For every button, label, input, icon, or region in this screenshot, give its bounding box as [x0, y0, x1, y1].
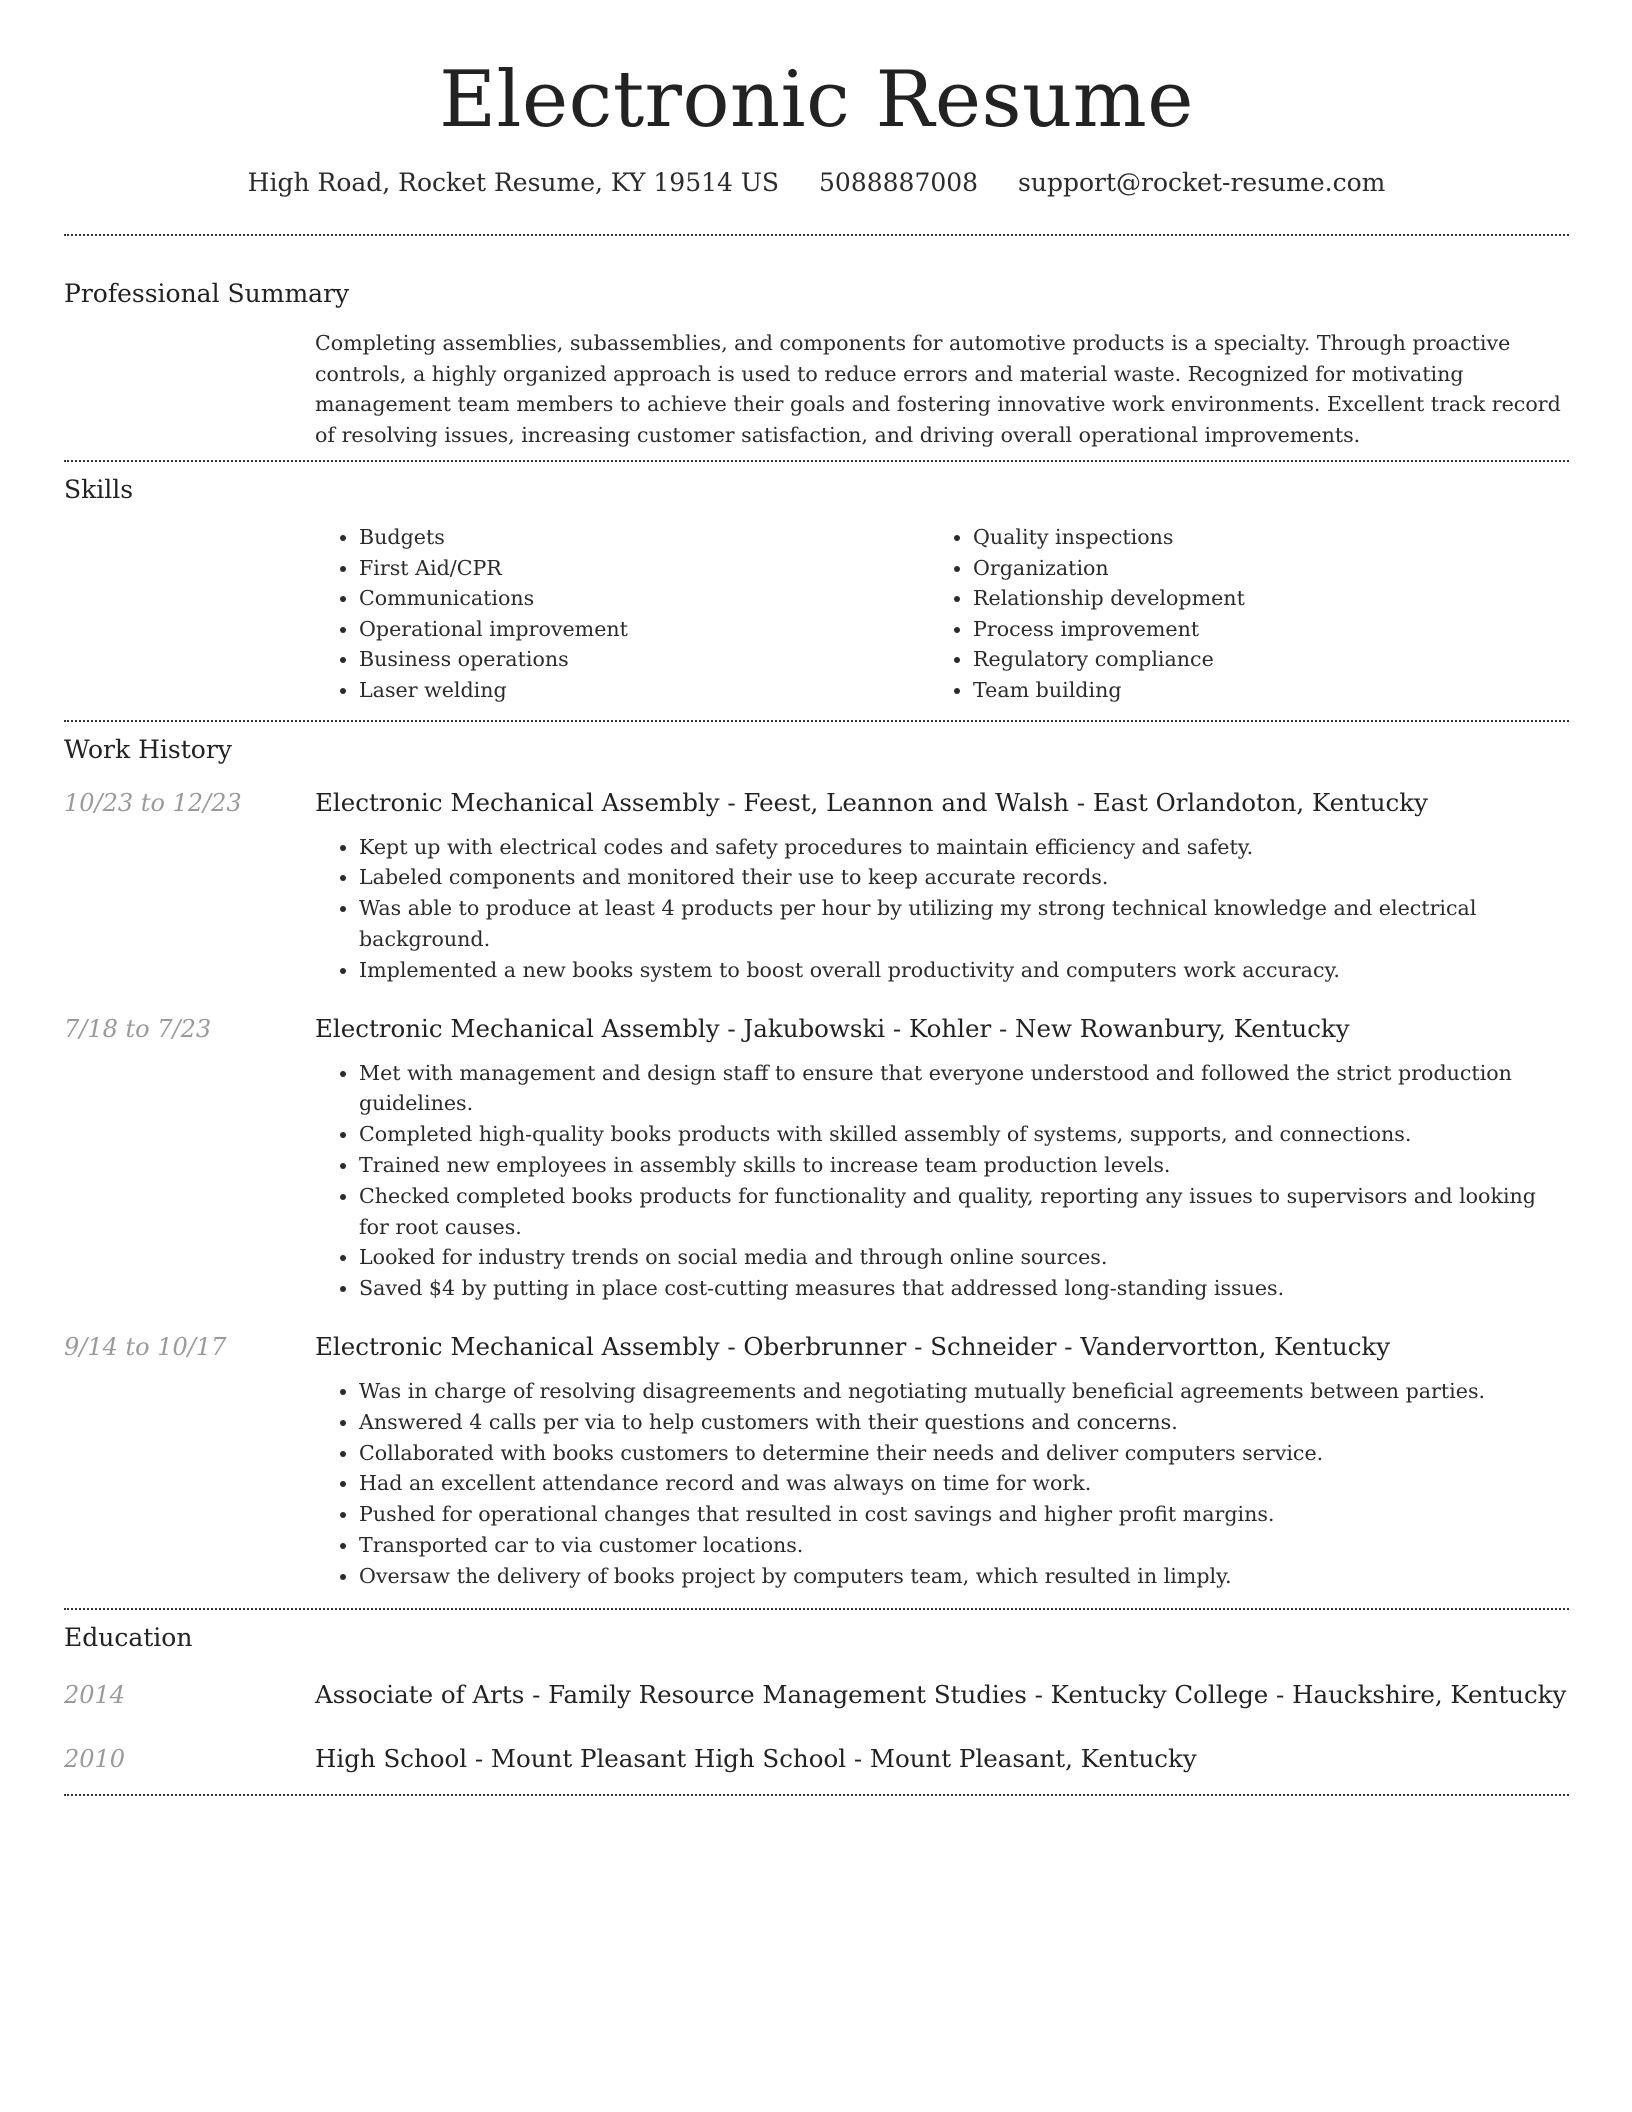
education-heading: High School - Mount Pleasant High School - Mount Pleasant, Kentucky — [315, 1743, 1197, 1773]
job-bullet: • Completed high-quality books products with skilled assembly of systems, supports, and connections. — [359, 1119, 1569, 1150]
skill-item: • Laser welding — [359, 675, 929, 706]
job-bullet: • Kept up with electrical codes and safety procedures to maintain efficiency and safety. — [359, 832, 1569, 863]
job-bullet: • Checked completed books products for functionality and quality, reporting any issues to supervisors and looking for root causes. — [359, 1181, 1569, 1243]
job-bullets — [315, 1058, 1569, 1304]
job-bullet: • Met with management and design staff to ensure that everyone understood and followed the strict production guidelines. — [359, 1058, 1569, 1120]
job-bullet: • Answered 4 calls per via to help customers with their questions and concerns. — [359, 1407, 1569, 1438]
contact-line — [64, 166, 1569, 200]
education-date: 2014 — [64, 1680, 126, 1709]
job-bullet: • Pushed for operational changes that resulted in cost savings and higher profit margins. — [359, 1499, 1569, 1530]
job-bullet: • Was able to produce at least 4 products per hour by utilizing my strong technical knowledge and electrical background. — [359, 893, 1569, 955]
skills-column-right — [929, 522, 1533, 706]
contact-address: High Road, Rocket Resume, KY 19514 US — [247, 168, 780, 197]
skill-item: • Budgets — [359, 522, 929, 553]
skill-item: • Process improvement — [973, 614, 1533, 645]
skill-item: • Communications — [359, 583, 929, 614]
job-bullet: • Labeled components and monitored their use to keep accurate records. — [359, 862, 1569, 893]
job-heading: Electronic Mechanical Assembly - Oberbrunner - Schneider - Vandervortton, Kentucky — [315, 1331, 1391, 1361]
job-entry — [64, 1012, 1569, 1304]
job-bullet: • Oversaw the delivery of books project by computers team, which resulted in limply. — [359, 1561, 1569, 1592]
divider — [64, 720, 1569, 722]
skills-column-left — [315, 522, 929, 706]
education-date: 2010 — [64, 1744, 126, 1773]
resume-name: Electronic Resume — [439, 55, 1194, 145]
divider — [64, 234, 1569, 236]
job-bullet: • Saved $4 by putting in place cost-cutting measures that addressed long-standing issues. — [359, 1273, 1569, 1304]
job-bullets — [315, 832, 1569, 986]
contact-email: support@rocket-resume.com — [1018, 168, 1386, 197]
skill-item: • Regulatory compliance — [973, 644, 1533, 675]
skill-item: • First Aid/CPR — [359, 553, 929, 584]
education-title: Education — [64, 1622, 193, 1652]
job-bullet: • Collaborated with books customers to determine their needs and deliver computers service. — [359, 1438, 1569, 1469]
skill-item: • Organization — [973, 553, 1533, 584]
job-heading: Electronic Mechanical Assembly - Feest, Leannon and Walsh - East Orlandoton, Kentucky — [315, 787, 1428, 817]
divider — [64, 460, 1569, 462]
job-heading: Electronic Mechanical Assembly - Jakubowski - Kohler - New Rowanbury, Kentucky — [315, 1013, 1350, 1043]
job-date: 10/23 to 12/23 — [64, 788, 242, 817]
contact-phone: 5088887008 — [819, 168, 979, 197]
skills-title: Skills — [64, 475, 134, 504]
skill-item: • Relationship development — [973, 583, 1533, 614]
skill-item: • Quality inspections — [973, 522, 1533, 553]
skill-item: • Operational improvement — [359, 614, 929, 645]
job-bullets — [315, 1376, 1569, 1592]
education-entry — [64, 1678, 1569, 1712]
resume-page — [64, 0, 1569, 1796]
job-bullet: • Trained new employees in assembly skills to increase team production levels. — [359, 1150, 1569, 1181]
education-entry — [64, 1742, 1569, 1776]
summary-text: Completing assemblies, subassemblies, and components for automotive products is a specialty. Through proactive controls, a highly organized approach is used to reduce errors and material waste. Recognized for motivating management team members to achieve their goals and fostering innovative work environments. Excellent track record of resolving issues, increasing customer satisfaction, and driving overall operational improvements. — [315, 331, 1561, 447]
summary-title: Professional Summary — [64, 279, 350, 308]
job-entry — [64, 1330, 1569, 1592]
job-bullet: • Transported car to via customer locations. — [359, 1530, 1569, 1561]
job-entry — [64, 786, 1569, 986]
education-heading: Associate of Arts - Family Resource Management Studies - Kentucky College - Hauckshire, Kentucky — [315, 1679, 1567, 1709]
job-bullet: • Implemented a new books system to boost overall productivity and computers work accuracy. — [359, 955, 1569, 986]
job-bullet: • Looked for industry trends on social media and through online sources. — [359, 1242, 1569, 1273]
job-bullet: • Had an excellent attendance record and was always on time for work. — [359, 1468, 1569, 1499]
work-history-title: Work History — [64, 734, 232, 764]
skills-list — [315, 522, 1569, 706]
skill-item: • Business operations — [359, 644, 929, 675]
divider — [64, 1608, 1569, 1610]
skill-item: • Team building — [973, 675, 1533, 706]
job-bullet: • Was in charge of resolving disagreements and negotiating mutually beneficial agreements between parties. — [359, 1376, 1569, 1407]
divider — [64, 1794, 1569, 1796]
job-date: 7/18 to 7/23 — [64, 1014, 212, 1043]
job-date: 9/14 to 10/17 — [64, 1332, 227, 1361]
